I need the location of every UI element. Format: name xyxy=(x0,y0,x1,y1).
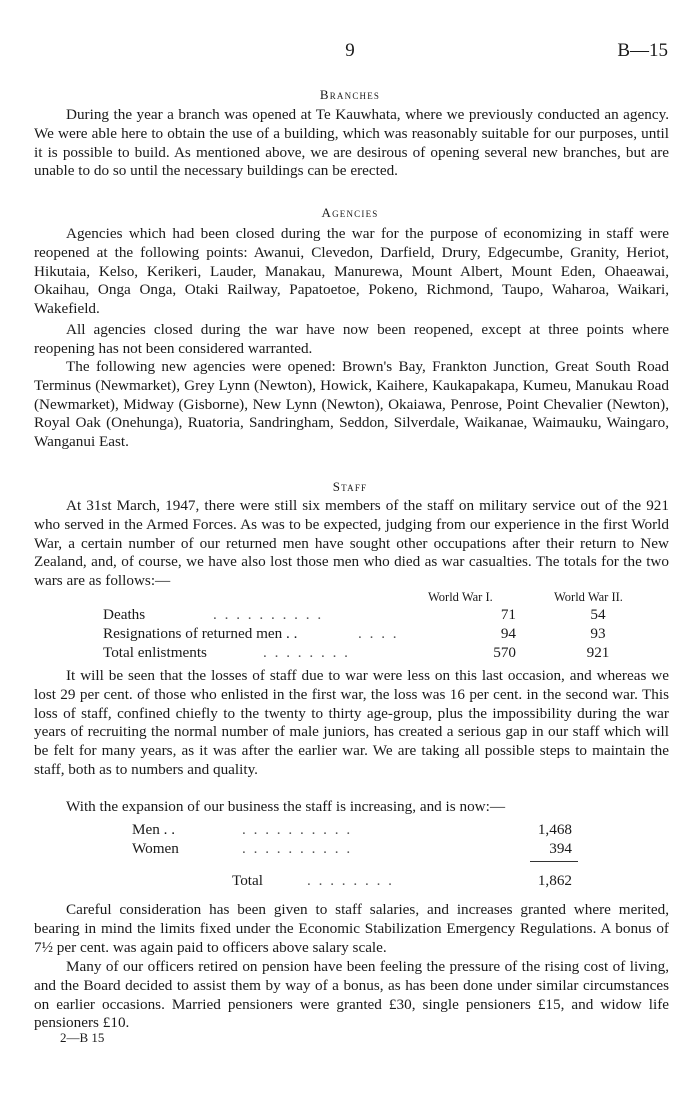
staff-total-value: 1,862 xyxy=(537,872,572,889)
branches-paragraph: During the year a branch was opened at Te Kauwhata, where we previously conducted an agency. We were able here to obtain the use of a building, which was reasonably suitable for our purposes, until it is possible to build. As mentioned above, we are desirous of opening several new branches, but are unable to do so until the necessary buildings can be erected. xyxy=(34,106,669,180)
staff-paragraph-1: At 31st March, 1947, there were still six members of the staff on military service out of the 921 who served in the Armed Forces. As was to be expected, judging from our experience in the first World War, a certain number of our returned men have sought other occupations after their return to New Zealand, and, of course, we have also lost those men who died as war casualties. The totals for the two wars are as follows:— xyxy=(34,497,669,590)
staff-count-value: 394 xyxy=(549,840,572,857)
agencies-heading: Agencies xyxy=(321,205,379,220)
war-table-row xyxy=(103,643,663,662)
staff-count-row xyxy=(132,839,582,858)
staff-total-line xyxy=(132,871,582,890)
staff-count-row xyxy=(132,820,582,839)
staff-count-table xyxy=(132,820,582,858)
staff-paragraph-2: It will be seen that the losses of staff due to war were less on this last occasion, and whereas we lost 29 per cent. of those who enlisted in the first war, the loss was 16 per cent. in the second war. This loss of staff, confined chiefly to the twenty to thirty age-group, plus the impossibility during the war years of recruiting the normal number of male juniors, has created a serious gap in our staff which will be felt for many years, as it was after the earlier war. We are taking all possible steps to maintain the staff, both as to numbers and quality. xyxy=(34,667,669,778)
staff-total-label: Total xyxy=(232,872,263,889)
document-code: B—15 xyxy=(617,40,668,61)
footer-signature: 2—B 15 xyxy=(60,1030,105,1045)
war-row-ww2: 54 xyxy=(590,606,606,623)
war-table xyxy=(103,605,663,662)
staff-paragraph-3: With the expansion of our business the staff is increasing, and is now:— xyxy=(66,798,506,815)
leader-dots: . . . . . . . . . . xyxy=(242,840,353,857)
war-table-col-ww2: World War II. xyxy=(554,590,623,604)
war-row-ww1: 71 xyxy=(500,606,516,623)
leader-dots: . . . . . . . . . . xyxy=(213,606,324,623)
war-row-ww1: 94 xyxy=(500,625,516,642)
war-table-row xyxy=(103,605,663,624)
branches-heading: Branches xyxy=(319,87,381,102)
agencies-paragraph-1: Agencies which had been closed during the war for the purpose of economizing in staff were reopened at the following points: Awanui, Clevedon, Darfield, Drury, Edgecumbe, Granity, Heriot, Hikutaia, Kelso, Kerikeri, Lauder, Manakau, Manurewa, Mount Albert, Mount Eden, Ohaeawai, Okaihau, Onga Onga, Otaki Railway, Papatoetoe, Pokeno, Richmond, Taupo, Waharoa, Waikari, Wakefield. xyxy=(34,225,669,318)
staff-paragraph-4: Careful consideration has been given to staff salaries, and increases granted where merited, bearing in mind the limits fixed under the Economic Stabilization Emergency Regulations. A bonus of 7½ per cent. was again paid to officers above salary scale. xyxy=(34,901,669,956)
leader-dots: . . . . xyxy=(358,625,399,642)
staff-paragraph-5: Many of our officers retired on pension have been feeling the pressure of the rising cost of living, and the Board decided to assist them by way of a bonus, as has been done under similar circumstances on earlier occasions. Married pensioners were granted £30, single pensioners £15, and widow life pensioners £10. xyxy=(34,958,669,1032)
agencies-paragraph-2: All agencies closed during the war have now been reopened, except at three points where reopening has not been considered warranted. xyxy=(34,321,669,357)
staff-heading: Staff xyxy=(332,479,368,494)
staff-count-value: 1,468 xyxy=(537,821,572,838)
war-row-ww2: 921 xyxy=(586,644,610,661)
leader-dots: . . . . . . . . xyxy=(263,644,350,661)
page-number: 9 xyxy=(345,40,355,61)
total-rule xyxy=(530,861,578,862)
war-row-ww1: 570 xyxy=(493,644,516,661)
staff-count-label: Men . . xyxy=(132,821,176,838)
war-row-ww2: 93 xyxy=(590,625,606,642)
war-row-label: Resignations of returned men . . xyxy=(103,625,298,642)
war-row-label: Deaths xyxy=(103,606,146,623)
staff-count-label: Women xyxy=(132,840,179,857)
leader-dots: . . . . . . . . xyxy=(307,872,394,889)
war-row-label: Total enlistments xyxy=(103,644,207,661)
agencies-paragraph-3: The following new agencies were opened: Brown's Bay, Frankton Junction, Great South Road Terminus (Newmarket), Grey Lynn (Newton), Howick, Kaihere, Kaukapakapa, Kumeu, Manukau Road (Newmarket), Midway (Gisborne), New Lynn (Newton), Okaiawa, Penrose, Point Chevalier (Newton), Royal Oak (Onehunga), Ruatoria, Sandringham, Seddon, Silverdale, Waikanae, Waimauku, Waingaro, Wanganui East. xyxy=(34,358,669,451)
leader-dots: . . . . . . . . . . xyxy=(242,821,353,838)
war-table-row xyxy=(103,624,663,643)
staff-total-row xyxy=(132,871,582,890)
war-table-col-ww1: World War I. xyxy=(428,590,493,604)
